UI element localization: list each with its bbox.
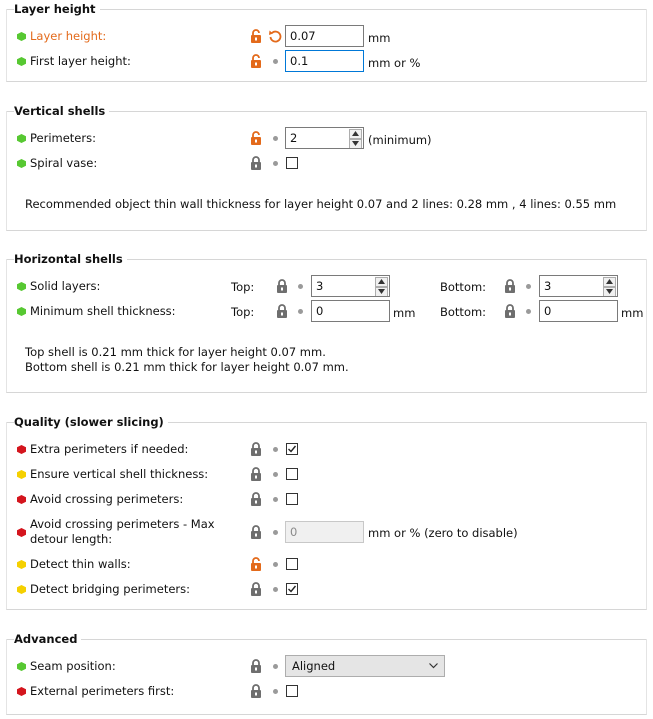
first-layer-height-label: First layer height: xyxy=(30,54,131,68)
default-dot-icon xyxy=(273,530,278,535)
avoid-crossing-max-unit: mm or % (zero to disable) xyxy=(368,526,518,540)
default-dot-icon xyxy=(273,562,278,567)
seam-position-label: Seam position: xyxy=(30,659,116,673)
lock-icon[interactable] xyxy=(250,659,262,673)
perimeters-unit: (minimum) xyxy=(368,133,432,147)
min-shell-top-label: Top: xyxy=(231,305,255,319)
avoid-crossing-max-label-line1: Avoid crossing perimeters - Max xyxy=(30,517,215,531)
seam-position-value: Aligned xyxy=(292,659,336,673)
lock-icon[interactable] xyxy=(504,279,516,293)
default-dot-icon xyxy=(273,497,278,502)
solid-layers-bottom-value: 3 xyxy=(544,279,552,293)
avoid-crossing-max-input[interactable]: 0 xyxy=(285,521,364,543)
layer-height-unit: mm xyxy=(368,31,391,45)
layer-height-input[interactable]: 0.07 xyxy=(285,25,364,47)
lock-icon[interactable] xyxy=(504,304,516,318)
min-shell-top-input[interactable]: 0 xyxy=(311,300,390,322)
min-shell-bottom-input[interactable]: 0 xyxy=(539,300,618,322)
ensure-vertical-checkbox[interactable] xyxy=(286,468,298,480)
spiral-vase-checkbox[interactable] xyxy=(286,157,298,169)
layer-height-title: Layer height xyxy=(14,2,100,16)
advanced-section xyxy=(6,639,647,715)
default-dot-icon xyxy=(273,587,278,592)
default-dot-icon xyxy=(526,284,531,289)
first-layer-height-unit: mm or % xyxy=(368,56,421,70)
lock-icon[interactable] xyxy=(250,525,262,539)
external-first-checkbox[interactable] xyxy=(286,685,298,697)
default-dot-icon xyxy=(273,447,278,452)
unlock-icon[interactable] xyxy=(250,131,262,145)
avoid-crossing-max-label-line2: detour length: xyxy=(30,532,113,546)
default-dot-icon xyxy=(273,689,278,694)
undo-icon[interactable] xyxy=(268,29,282,43)
advanced-title: Advanced xyxy=(14,632,81,646)
default-dot-icon xyxy=(273,664,278,669)
seam-position-select[interactable] xyxy=(285,655,445,677)
perimeters-spinner[interactable] xyxy=(285,127,364,149)
extra-perimeters-label: Extra perimeters if needed: xyxy=(30,442,189,456)
perimeters-value: 2 xyxy=(290,131,298,145)
spiral-vase-label: Spiral vase: xyxy=(30,156,98,170)
spin-buttons[interactable] xyxy=(349,129,362,147)
thin-wall-note: Recommended object thin wall thickness for layer height 0.07 and 2 lines: 0.28 mm , 4 lines: 0.55 mm xyxy=(25,197,617,211)
detect-bridging-checkbox[interactable] xyxy=(286,583,298,595)
solid-layers-top-spinner[interactable] xyxy=(311,275,390,297)
layer-height-label: Layer height: xyxy=(30,29,107,43)
unlock-icon[interactable] xyxy=(250,54,262,68)
lock-icon[interactable] xyxy=(276,304,288,318)
unlock-icon[interactable] xyxy=(250,557,262,571)
lock-icon[interactable] xyxy=(250,467,262,481)
avoid-crossing-checkbox[interactable] xyxy=(286,493,298,505)
default-dot-icon xyxy=(526,309,531,314)
external-first-label: External perimeters first: xyxy=(30,684,175,698)
lock-icon[interactable] xyxy=(250,684,262,698)
lock-icon[interactable] xyxy=(250,156,262,170)
min-shell-top-unit: mm xyxy=(393,306,416,320)
lock-icon[interactable] xyxy=(250,492,262,506)
default-dot-icon xyxy=(273,136,278,141)
extra-perimeters-checkbox[interactable] xyxy=(286,443,298,455)
lock-icon[interactable] xyxy=(250,442,262,456)
detect-thin-walls-label: Detect thin walls: xyxy=(30,557,131,571)
quality-title: Quality (slower slicing) xyxy=(14,415,168,429)
avoid-crossing-label: Avoid crossing perimeters: xyxy=(30,492,184,506)
lock-icon[interactable] xyxy=(250,582,262,596)
spin-buttons[interactable] xyxy=(375,277,388,295)
default-dot-icon xyxy=(298,309,303,314)
solid-layers-top-label: Top: xyxy=(231,280,255,294)
vertical-shells-title: Vertical shells xyxy=(14,104,109,118)
perimeters-label: Perimeters: xyxy=(30,131,96,145)
default-dot-icon xyxy=(298,284,303,289)
lock-icon[interactable] xyxy=(276,279,288,293)
detect-bridging-label: Detect bridging perimeters: xyxy=(30,582,191,596)
default-dot-icon xyxy=(273,59,278,64)
ensure-vertical-label: Ensure vertical shell thickness: xyxy=(30,467,209,481)
first-layer-height-input[interactable]: 0.1 xyxy=(285,50,364,72)
solid-layers-bottom-label: Bottom: xyxy=(440,280,487,294)
spin-buttons[interactable] xyxy=(603,277,616,295)
solid-layers-top-value: 3 xyxy=(316,279,324,293)
default-dot-icon xyxy=(273,161,278,166)
min-shell-bottom-unit: mm xyxy=(621,306,644,320)
top-shell-note: Top shell is 0.21 mm thick for layer height 0.07 mm. xyxy=(25,345,326,359)
bottom-shell-note: Bottom shell is 0.21 mm thick for layer height 0.07 mm. xyxy=(25,360,349,374)
unlock-icon[interactable] xyxy=(250,29,262,43)
horizontal-shells-title: Horizontal shells xyxy=(14,252,127,266)
solid-layers-label: Solid layers: xyxy=(30,279,101,293)
solid-layers-bottom-spinner[interactable] xyxy=(539,275,618,297)
default-dot-icon xyxy=(273,472,278,477)
detect-thin-walls-checkbox[interactable] xyxy=(286,558,298,570)
chevron-down-icon xyxy=(429,663,438,669)
min-shell-label: Minimum shell thickness: xyxy=(30,304,176,318)
min-shell-bottom-label: Bottom: xyxy=(440,305,487,319)
